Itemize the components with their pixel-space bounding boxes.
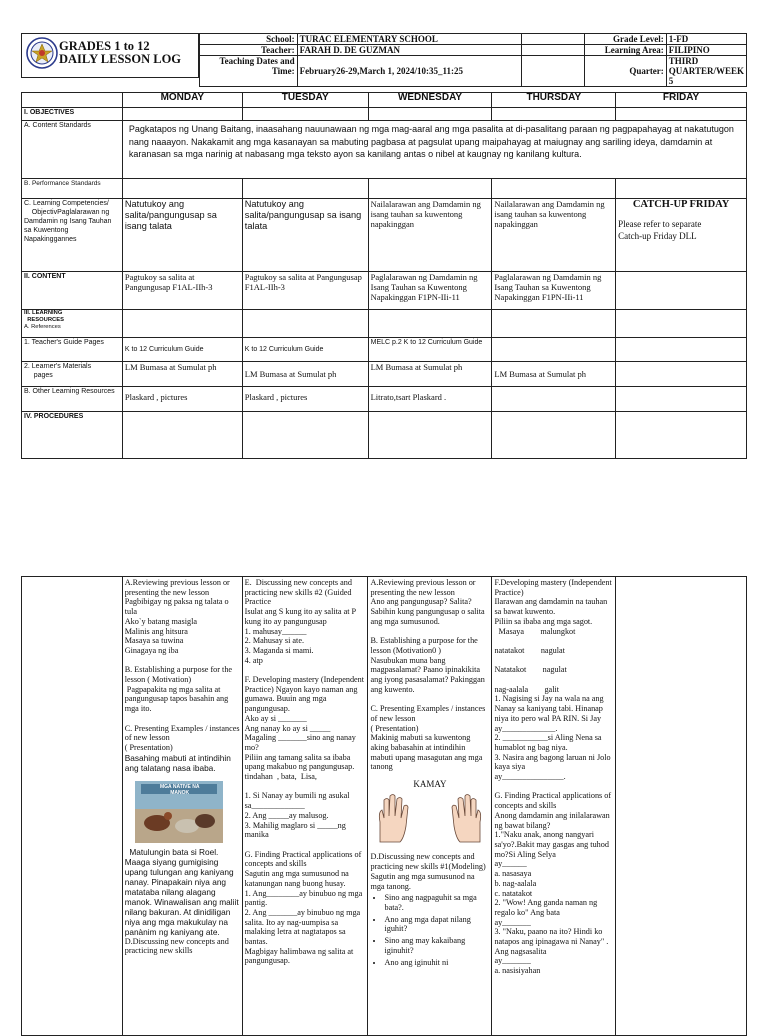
hands-caption: KAMAY [413, 779, 447, 790]
deped-seal-icon [26, 37, 58, 69]
learners-materials-label: 2. Learner's Materials pages [22, 362, 123, 387]
area-value: FILIPINO [666, 45, 746, 56]
list-item: • Ano ang mga dapat nilang iguhit? [384, 915, 489, 934]
day-header-thursday: THURSDAY [492, 93, 616, 108]
learning-resources-label: III. LEARNING RESOURCES A. References [22, 310, 123, 338]
lc-thursday: Nailalarawan ang Damdamin ng isang tauhan sa kuwentong napakinggan [492, 199, 616, 272]
quarter-label: Quarter: [584, 56, 666, 87]
procedures-friday [616, 577, 747, 1036]
hands-image [374, 792, 489, 847]
objectives-label: I. OBJECTIVES [22, 108, 123, 121]
dates-value: February26-29,March 1, 2024/10:35_11:25 [297, 56, 521, 87]
dates-label: Teaching Dates and Time: [200, 56, 298, 87]
procedures-tuesday: E. Discussing new concepts and practicing new skills #2 (Guided Practice Isulat ang S kung ito ay salita at P kung ito ay pangungusap 1. mahusay______ 2. Mahusay si ate. 3. Maganda si mami. 4. atp F. Developing mastery (Independent Practice) Ngayon kayo naman ang gumawa. Buuin ang mga pangungusap. Ako ay si _______ Ang nanay ko ay si _____ Magaling _______sino ang nanay mo? Piliin ang tamang salita sa ibaba upang makabuo ng pangungusap. tindahan , bata, Lisa, 1. Si Nanay ay bumili ng asukal sa_____________ 2. Ang _____ay malusog. 3. Mahilig maglaro si _____ng manika G. Finding Practical applications of concepts and skills Sagutin ang mga sumusunod na katanungan nang buong husay. 1. Ang________ay binubuo ng mga pantig. 2. Ang _______ay binubuo ng mga salita. Ito ay nag-uumpisa sa malaking letra at nagtatapos sa bantas. Magbigay halimbawa ng salita at pangungusap. [242, 577, 368, 1036]
content-standards-label: A. Content Standards [22, 121, 123, 179]
teacher-label: Teacher: [200, 45, 298, 56]
list-item: • Ano ang iginuhit ni [384, 958, 489, 968]
procedures-thursday: F.Developing mastery (Independent Practice) Ilarawan ang damdamin na tauhan sa bawat kuwento. Piliin sa ibaba ang mga sagot. Masaya malungkot natatakot nagulat Natatakot nagulat nag-aalala galit 1. Nagising si Jay na wala na ang Nanay sa kaniyang tabi. Hinanap niya ito pero wal PA RIN. Si Jay ay_____________. 2. ___________si Aling Nena sa humablot ng bag niya. 3. Nasira ang bagong laruan ni Jolo kaya siya ay_______________. G. Finding Practical applications of concepts and skills Anong damdamin ang inilalarawan ng bawat bilang? 1."Naku anak, anong nangyari sa'yo?.Bakit may gasgas ang tuhod mo?Si Aling Selya ay______ a. nasasaya b. nag-aalala c. natatakot 2. "Wow! Ang ganda naman ng regalo ko" Ang bata ay_______ 3. "Naku, paano na ito? Hindi ko natapos ang ipinagawa ni Nanay" . Ang nagsasalita ay_______ a. nasisiyahan [492, 577, 616, 1036]
header-title-line1: GRADES 1 to 12 [59, 39, 150, 53]
lesson-log-table [21, 92, 747, 459]
catch-up-friday-title: CATCH-UP FRIDAY [632, 199, 730, 210]
tg-wednesday: MELC p.2 K to 12 Curriculum Guide [368, 338, 492, 362]
monday-story: Matulungin bata si Roel. Maaga siyang gumigising upang tulungan ang kaniyang nanay. Pinapakain niya ang matataba nilang alagang manok. Winawalisan ang maliit nilang bakuran. At dinidiligan niya ang mga makukulay na panànim ng kaniyang ate. [124, 846, 241, 937]
lm-thursday: LM Bumasa at Sumulat ph [492, 362, 616, 387]
lc-monday: Natutukoy ang salita/pangungusap sa isang talata [122, 199, 242, 272]
lc-friday [616, 199, 747, 272]
learning-competencies-label: C. Learning Competencies/ ObjectivPaglalarawan ng Damdamin ng Isang Tauhan sa Kuwentong Napakinggannes [22, 199, 123, 272]
lm-monday: LM Bumasa at Sumulat ph [122, 362, 242, 387]
other-monday: Plaskard , pictures [122, 387, 242, 412]
procedures-wednesday [368, 577, 492, 1036]
wednesday-procedure-d: D.Discussing new concepts and practicing new skills #1(Modeling) Sagutin ang mga sumusunod na mga tanong. [370, 852, 486, 891]
content-monday: Pagtukoy sa salita at Pangungusap F1AL-IIh-3 [122, 272, 242, 310]
day-header-friday: FRIDAY [616, 93, 747, 108]
other-tuesday: Plaskard , pictures [242, 387, 368, 412]
references-label: A. References [24, 324, 61, 330]
school-label: School: [200, 34, 298, 45]
procedures-table [21, 576, 747, 1036]
day-header-monday: MONDAY [122, 93, 242, 108]
content-label: II. CONTENT [22, 272, 123, 310]
day-header-wednesday: WEDNESDAY [368, 93, 492, 108]
area-label: Learning Area: [584, 45, 666, 56]
lc-tuesday: Natutukoy ang salita/pangungusap sa isang talata [242, 199, 368, 272]
list-item: • Sino ang may kakaibang iginuhit? [384, 936, 489, 955]
procedures-monday [122, 577, 242, 1036]
monday-instruction: Basahing mabuti at intindihin ang talatang nasa ibaba. [124, 752, 234, 773]
procedures-label: IV. PROCEDURES [22, 412, 123, 459]
school-value: TURAC ELEMENTARY SCHOOL [297, 34, 521, 45]
wednesday-procedure-text: A.Reviewing previous lesson or presenting the new lesson Ano ang pangungusap? Salita? Sabihin kung pangungusap o salita ang mga sumusunod. B. Establishing a purpose for the lesson (Motivation0 ) Nasubukan muna bang magpasalamat? Paano ipinakikita ang iyong pasasalamat? Pakinggan ang kuwento. C. Presenting Examples / instances of new lesson ( Presentation) Makinig mabuti sa kuwentong aking babasahin at intindihin mabuti upang masagutan ang mga tanong [370, 578, 486, 772]
header-info-table [199, 33, 747, 87]
content-thursday: Paglalarawan ng Damdamin ng Isang Tauhan sa Kuwentong Napakinggan F1PN-IIi-11 [492, 272, 616, 310]
list-item: • Sino ang nagpaguhit sa mga bata?. [384, 893, 489, 912]
content-wednesday: Paglalarawan ng Damdamin ng Isang Tauhan sa Kuwentong Napakinggan F1PN-IIi-11 [368, 272, 492, 310]
wednesday-questions [370, 893, 489, 967]
native-chicken-photo [135, 781, 223, 843]
tg-monday: K to 12 Curriculum Guide [122, 338, 242, 362]
teachers-guide-label: 1. Teacher's Guide Pages [22, 338, 123, 362]
day-header-tuesday: TUESDAY [242, 93, 368, 108]
header-title-line2: DAILY LESSON LOG [59, 52, 182, 66]
monday-procedure-d: D.Discussing new concepts and practicing new skills [124, 936, 231, 956]
lc-wednesday: Nailalarawan ang Damdamin ng isang tauhan sa kuwentong napakinggan [368, 199, 492, 272]
content-tuesday: Pagtukoy sa salita at Pangungusap F1AL-IIh-3 [242, 272, 368, 310]
monday-procedure-text: A.Reviewing previous lesson or presenting the new lesson Pagbibigay ng paksa ng talata o tula Ako`y batang masigla Malinis ang hitsura Masaya sa tuwina Ginagaya ng iba B. Establishing a purpose for the lesson ( Motivation) Pagpapakita ng mga salita at pangungusap tapos basahin ang mga ito. C. Presenting Examples / instances of new lesson ( Presentation) [124, 578, 240, 752]
quarter-value: THIRD QUARTER/WEEK 5 [666, 56, 746, 87]
teacher-value: FARAH D. DE GUZMAN [297, 45, 521, 56]
other-resources-label: B. Other Learning Resources [22, 387, 123, 412]
content-standards-text: Pagkatapos ng Unang Baitang, inaasahang nauunawaan ng mga mag-aaral ang mga pasalita at di-pasalitang paraan ng pagpapahayag at nakatutugon nang naaayon. Nakakamit ang mga kasanayan sa mabuting pagbasa at pagsulat upang maipahayag at maiugnay ang sariling ideya, damdamin at karanasan sa mga narinig at nabasang mga teksto ayon sa kanilang antas o nibel at kaugnay ng kanilang kultura. [122, 121, 746, 179]
lm-wednesday: LM Bumasa at Sumulat ph [368, 362, 492, 387]
other-wednesday: Litrato,tsart Plaskard . [368, 387, 492, 412]
performance-standards-label: B. Performance Standards [22, 179, 123, 199]
photo-caption: MGA NATIVE NA MANOK [159, 783, 200, 796]
tg-tuesday: K to 12 Curriculum Guide [242, 338, 368, 362]
lm-tuesday: LM Bumasa at Sumulat ph [242, 362, 368, 387]
hands-icon [374, 792, 486, 844]
grade-label: Grade Level: [584, 34, 666, 45]
catch-up-friday-note: Please refer to separate Catch-up Friday DLL [618, 219, 702, 241]
grade-value: 1-FD [666, 34, 746, 45]
